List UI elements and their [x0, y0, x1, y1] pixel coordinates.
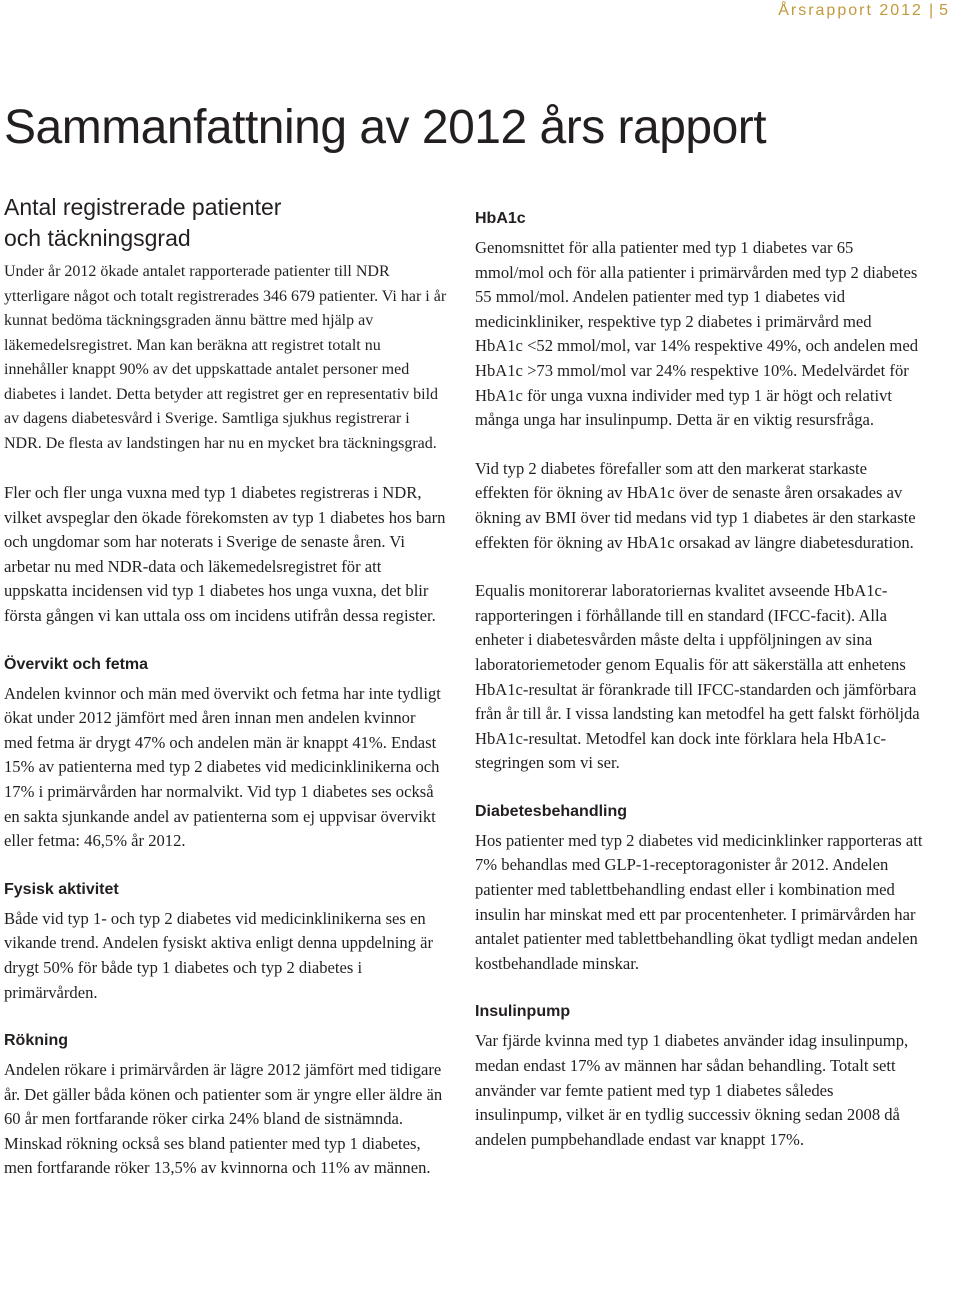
paragraph-young-adults: Fler och fler unga vuxna med typ 1 diabetes registreras i NDR, vilket avspeglar den ökade förekomsten av typ 1 diabetes hos barn och ungdomar som har noterats i Sverige de senaste åren. Vi arbetar nu med NDR-data och läkemedelsregistret för att uppskatta incidensen vid typ 1 diabetes hos unga vuxna, det blir första gången vi kan uttala oss om incidens utifrån dessa register.	[4, 483, 446, 625]
header-separator: |	[928, 2, 934, 19]
section-title-line-1: Antal registrerade patienter	[4, 194, 282, 220]
left-column	[4, 192, 448, 1205]
heading-insulinpump: Insulinpump	[475, 1003, 571, 1021]
heading-hba1c: HbA1c	[475, 210, 526, 227]
paragraph-diabetesbehandling: Hos patienter med typ 2 diabetes vid medicinklinker rapporteras att 7% behandlas med GLP-1-receptoragonister år 2012. Andelen patienter med tablettbehandling endast eller i kombination med insulin har minskat med ett par procentenheter. I primärvården har antalet patienter med tablettbehandling ökat tydligt medan andelen kostbehandlade minskar.	[475, 830, 923, 973]
heading-diabetesbehandling: Diabetesbehandling	[475, 802, 628, 820]
paragraph-fysisk-aktivitet: Både vid typ 1- och typ 2 diabetes vid medicinklinikerna ses en vikande trend. Andelen fysiskt aktiva enligt denna uppdelning är drygt 50% för både typ 1 diabetes och typ 2 diabetes i primärvården.	[4, 908, 434, 1002]
paragraph-hba1c-2: Vid typ 2 diabetes förefaller som att den markerat starkaste effekten för ökning av HbA1c över de senaste åren orsakades av ökning av BMI över tid medans vid typ 1 diabetes är den starkaste effekten för ökning av HbA1c orsakad av längre diabetesduration.	[475, 458, 916, 552]
section-title-line-2: och täckningsgrad	[4, 225, 191, 251]
paragraph-hba1c-1: Genomsnittet för alla patienter med typ 1 diabetes var 65 mmol/mol och för alla patienter i primärvården med typ 2 diabetes 55 mmol/mol. Andelen patienter med typ 1 diabetes vid medicinkliniker, respektive typ 2 diabetes i primärvård med HbA1c <52 mmol/mol, var 14% respektive 49%, och andelen med HbA1c >73 mmol/mol var 24% respektive 10%. Medelvärdet för HbA1c för unga vuxna individer med typ 1 är högt och relativt många unga har insulinpump. Detta är en viktig resursfråga.	[475, 238, 918, 430]
running-head	[778, 2, 950, 20]
paragraph-overvikt: Andelen kvinnor och män med övervikt och fetma har inte tydligt ökat under 2012 jämfört med åren innan men andelen kvinnor med fetma är drygt 47% och andelen män är knappt 41%. Endast 15% av patienterna med typ 2 diabetes vid medicinklinikerna och 17% i primärvården har normalvikt. Vid typ 1 diabetes ses också en sakta sjunkande andel av patienterna som ej uppvisar övervikt eller fetma: 46,5% år 2012.	[4, 683, 441, 851]
heading-fysisk-aktivitet: Fysisk aktivitet	[4, 880, 119, 898]
paragraph-hba1c-3: Equalis monitorerar laboratoriernas kvalitet avseende HbA1c-rapporteringen i förhållande till en standard (IFCC-facit). Alla enheter i diabetesvården måste delta i uppföljningen av sina laboratoriemetoder genom Equalis för att säkerställa att enhetens HbA1c-resultat är förankrade till IFCC-standarden och jämförbara från år till år. I vissa landsting kan metodfel ha gett falskt förhöljda HbA1c-resultat. Metodfel kan dock inte förklara hela HbA1c-stegringen som vi ser.	[475, 581, 920, 773]
right-column	[475, 207, 923, 1176]
paragraph-rokning: Andelen rökare i primärvården är lägre 2012 jämfört med tidigare år. Det gäller båda könen och patienter som är yngre eller äldre än 60 år men fortfarande röker cirka 24% bland de sistnämnda. Minskad rökning också ses bland patienter med typ 1 diabetes, men fortfarande röker 13,5% av kvinnorna och 11% av männen.	[4, 1060, 443, 1178]
page-title: Sammanfattning av 2012 års rapport	[4, 101, 767, 154]
heading-rokning: Rökning	[4, 1032, 68, 1050]
heading-overvikt: Övervikt och fetma	[4, 655, 149, 673]
paragraph-registration: Under år 2012 ökade antalet rapporterade patienter till NDR ytterligare något och totalt registrerades 346 679 patienter. Vi har i år kunnat bedöma täckningsgraden ännu bättre med hjälp av läkemedelsregistret. Man kan beräkna att registret totalt nu innehåller knappt 90% av det uppskattade antalet personer med diabetes i landet. Detta betyder att registret ger en representativ bild av dagens diabetesvård i Sverige. Samtliga sjukhus registrerar i NDR. De flesta av landstingen har nu en mycket bra täckningsgrad.	[4, 263, 447, 452]
paragraph-insulinpump: Var fjärde kvinna med typ 1 diabetes använder idag insulinpump, medan endast 17% av männen har sådan behandling. Totalt sett använder var femte patient med typ 1 diabetes således insulinpump, vilket är en tydlig successiv ökning sedan 2008 då andelen pumpbehandlade endast var knappt 17%.	[475, 1031, 909, 1149]
section-title-registration	[4, 192, 448, 254]
report-name: Årsrapport 2012	[778, 2, 923, 19]
page-number: 5	[939, 2, 950, 19]
